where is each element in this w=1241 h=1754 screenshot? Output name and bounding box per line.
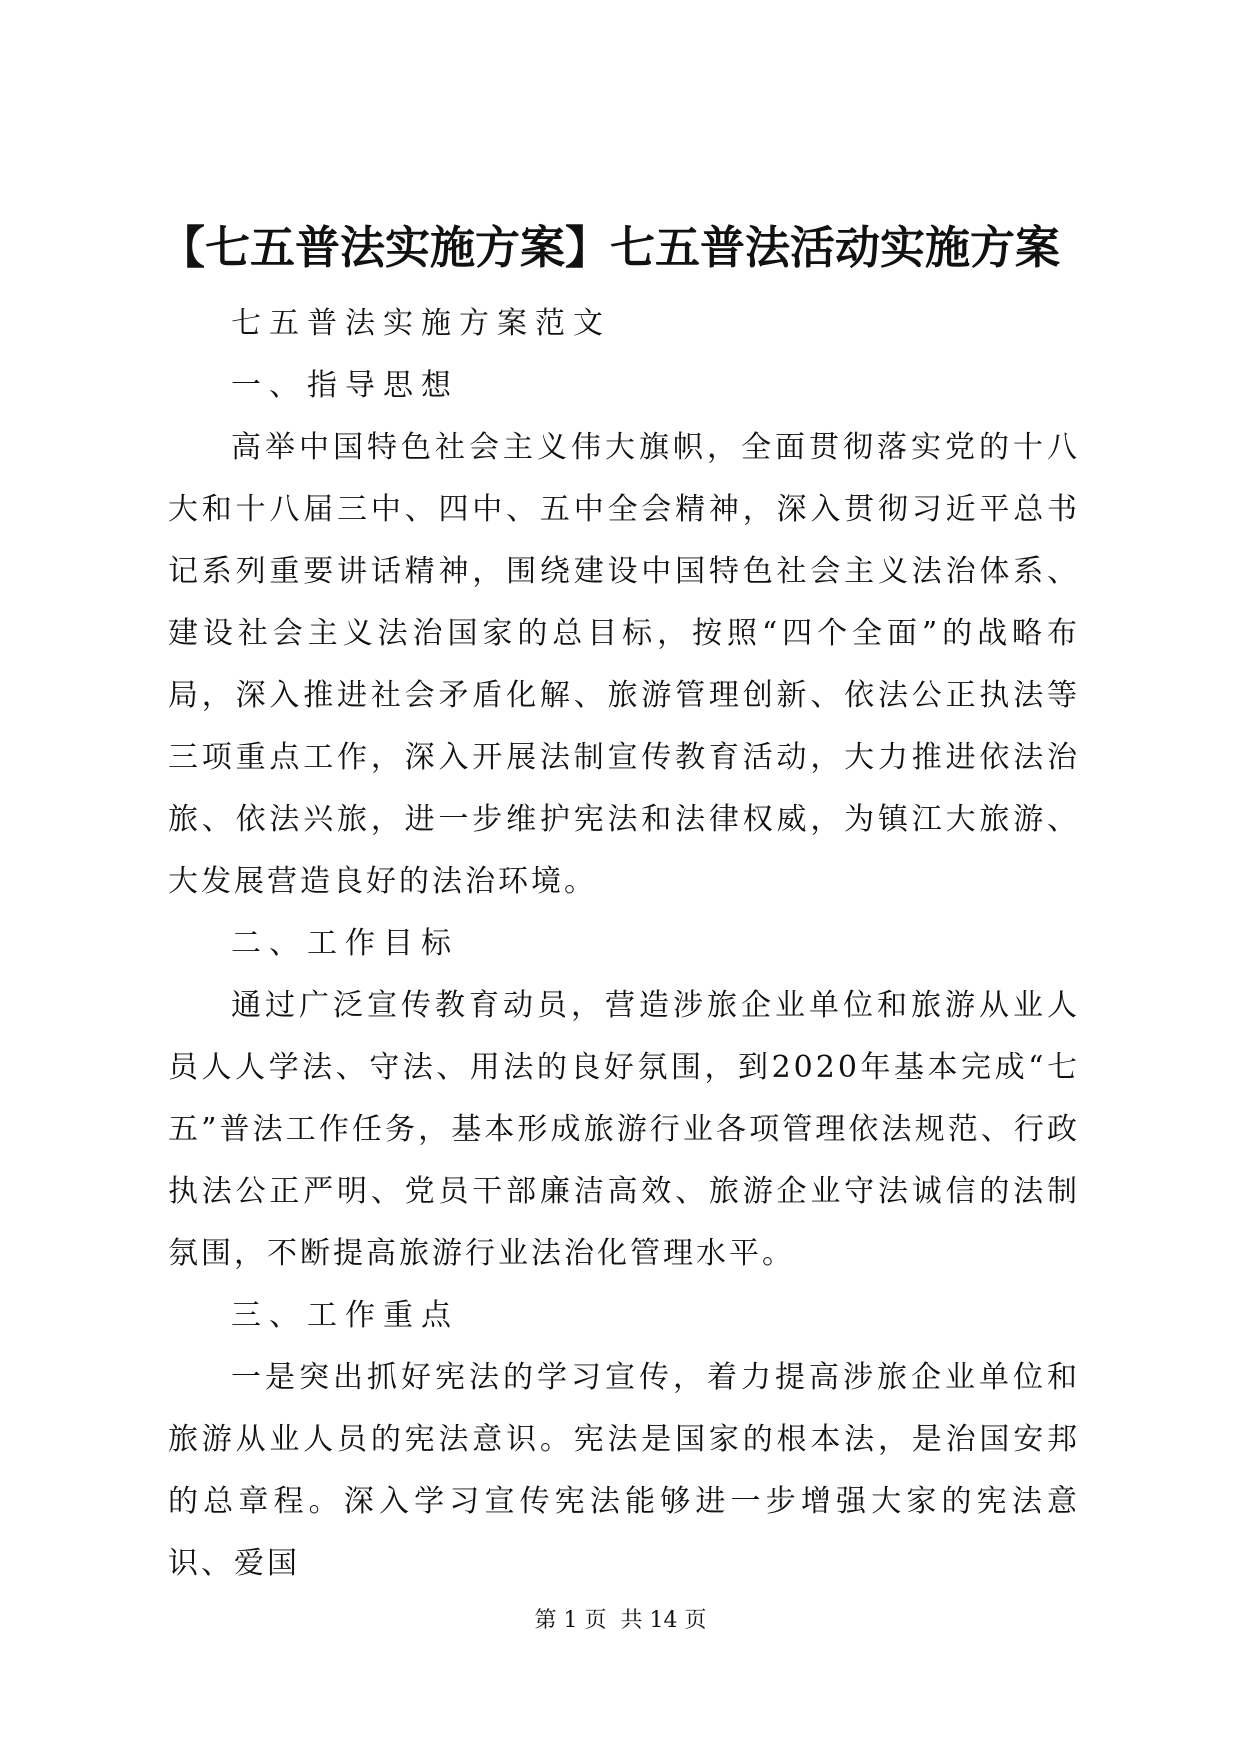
body-paragraph: 高举中国特色社会主义伟大旗帜，全面贯彻落实党的十八大和十八届三中、四中、五中全会精神，深入贯彻习近平总书记系列重要讲话精神，围绕建设中国特色社会主义法治体系、建设社会主义法治国家的总目标，按照“四个全面”的战略布局，深入推进社会矛盾化解、旅游管理创新、依法公正执法等三项重点工作，深入开展法制宣传教育活动，大力推进依法治旅、依法兴旅，进一步维护宪法和法律权威，为镇江大旅游、大发展营造良好的法治环境。 (168, 430, 1080, 899)
body-paragraph: 通过广泛宣传教育动员，营造涉旅企业单位和旅游从业人员人人学法、守法、用法的良好氛围，到2020年基本完成“七五”普法工作任务，基本形成旅游行业各项管理依法规范、行政执法公正严明、党员干部廉洁高效、旅游企业守法诚信的法制氛围，不断提高旅游行业法治化管理水平。 (168, 988, 1080, 1271)
document-title: 【七五普法实施方案】七五普法活动实施方案 (160, 221, 1061, 274)
section-heading-work-focus: 三、工作重点 (231, 1298, 459, 1333)
total-pages: 共 14 页 (620, 1608, 707, 1633)
section-heading-guiding-ideology: 一、指导思想 (231, 368, 459, 403)
document-body (168, 293, 1080, 1595)
subtitle-paragraph: 七五普法实施方案范文 (231, 306, 611, 341)
page-number: 第 1 页 (534, 1608, 607, 1633)
body-paragraph: 一是突出抓好宪法的学习宣传，着力提高涉旅企业单位和旅游从业人员的宪法意识。宪法是国家的根本法，是治国安邦的总章程。深入学习宣传宪法能够进一步增强大家的宪法意识、爱国 (168, 1360, 1080, 1581)
section-heading-work-goals: 二、工作目标 (231, 926, 459, 961)
page-footer (0, 1606, 1241, 1636)
